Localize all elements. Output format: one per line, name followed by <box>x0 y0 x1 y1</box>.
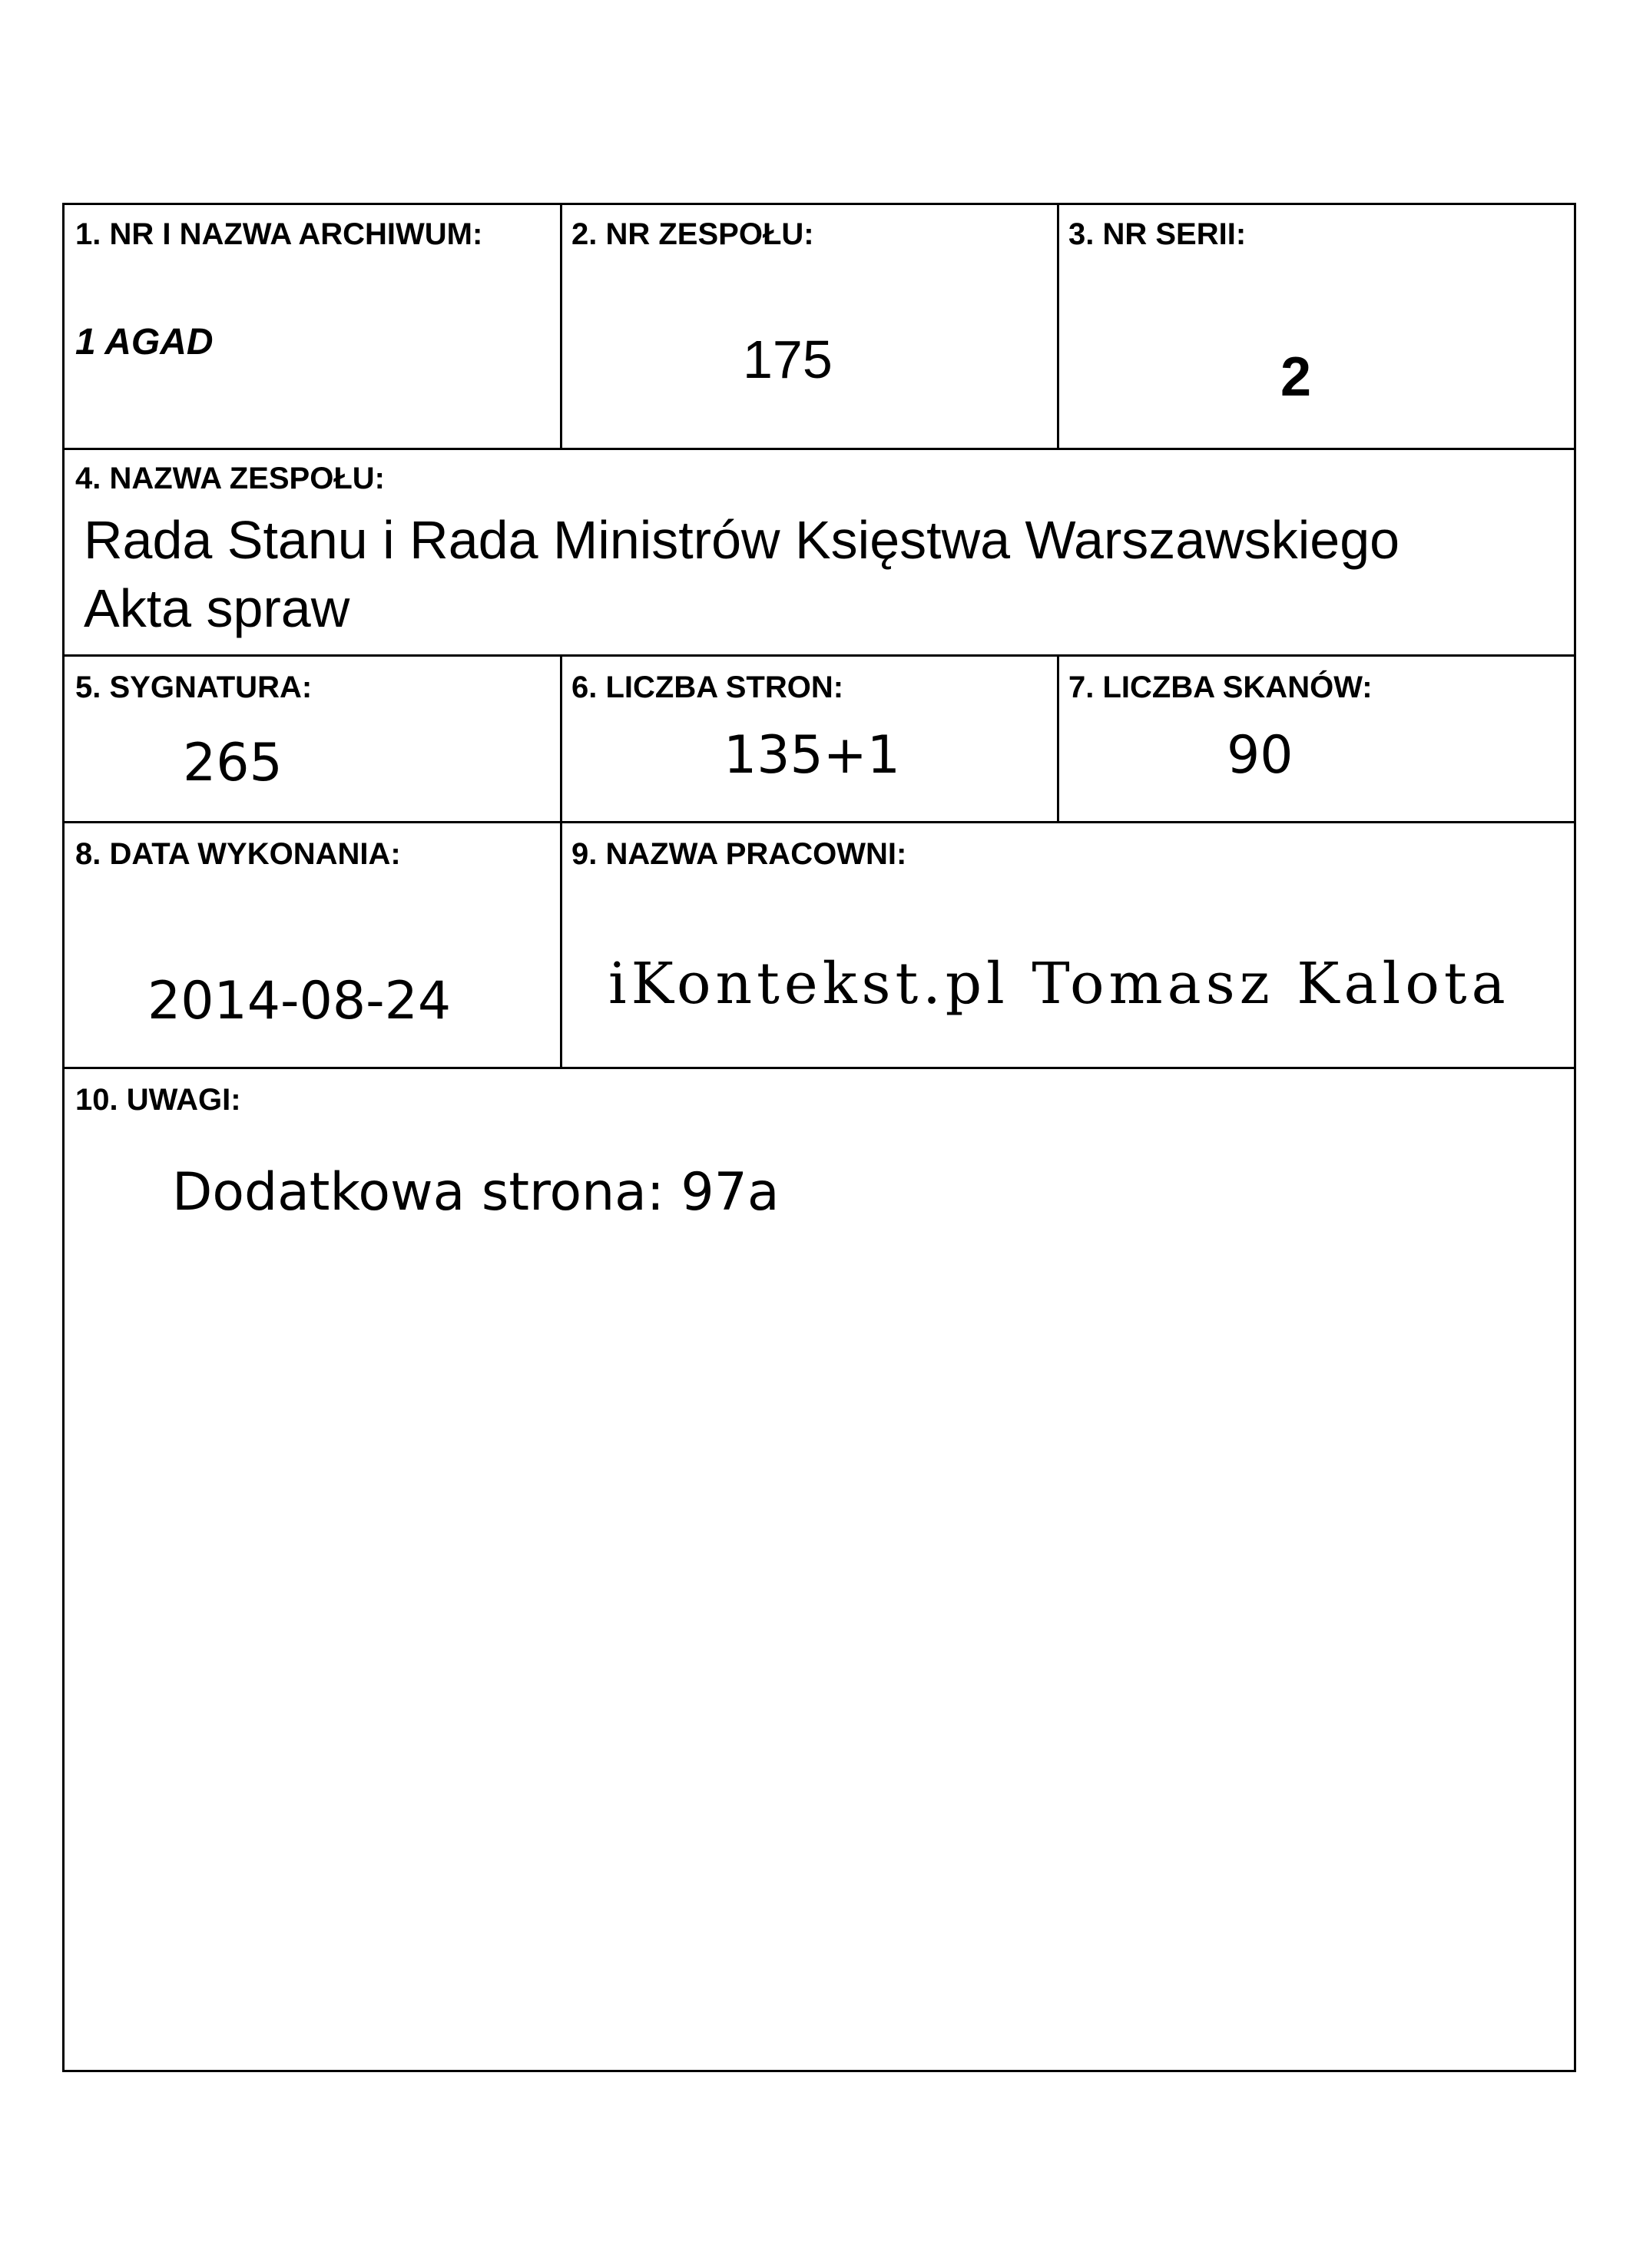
notes-cell <box>65 1069 1574 2070</box>
fonds-name-label: 4. NAZWA ZESPOŁU: <box>75 462 385 495</box>
notes-label: 10. UWAGI: <box>75 1083 241 1117</box>
archive-cell <box>65 205 560 448</box>
date-label: 8. DATA WYKONANIA: <box>75 837 401 871</box>
fonds-name-line-1: Rada Stanu i Rada Ministrów Księstwa Warszawskiego <box>84 510 1400 570</box>
fonds-name-cell <box>65 450 1574 654</box>
page-count-label: 6. LICZBA STRON: <box>571 670 844 704</box>
fonds-name-line-2: Akta spraw <box>84 578 350 638</box>
page-count-value: 135+1 <box>724 725 901 786</box>
signature-value: 265 <box>183 733 283 793</box>
signature-cell <box>65 657 560 821</box>
fonds-number-label: 2. NR ZESPOŁU: <box>571 217 814 251</box>
series-number-value: 2 <box>1280 346 1312 408</box>
notes-value: Dodatkowa strona: 97a <box>172 1162 780 1223</box>
archive-label: 1. NR I NAZWA ARCHIWUM: <box>75 217 483 251</box>
fonds-number-value: 175 <box>743 329 833 389</box>
scan-count-value: 90 <box>1227 725 1293 786</box>
scan-count-label: 7. LICZBA SKANÓW: <box>1068 670 1373 704</box>
archive-scan-form <box>62 203 1576 2072</box>
signature-label: 5. SYGNATURA: <box>75 670 313 704</box>
scan-count-cell <box>1059 657 1574 821</box>
date-cell <box>65 823 560 1067</box>
series-number-cell <box>1059 205 1574 448</box>
archive-value: 1 AGAD <box>75 322 214 363</box>
studio-value: iKontekst.pl Tomasz Kalota <box>608 951 1510 1017</box>
page-count-cell <box>562 657 1057 821</box>
studio-label: 9. NAZWA PRACOWNI: <box>571 837 907 871</box>
fonds-number-cell <box>562 205 1057 448</box>
date-value: 2014-08-24 <box>147 971 452 1031</box>
studio-cell <box>562 823 1574 1067</box>
series-number-label: 3. NR SERII: <box>1068 217 1247 251</box>
